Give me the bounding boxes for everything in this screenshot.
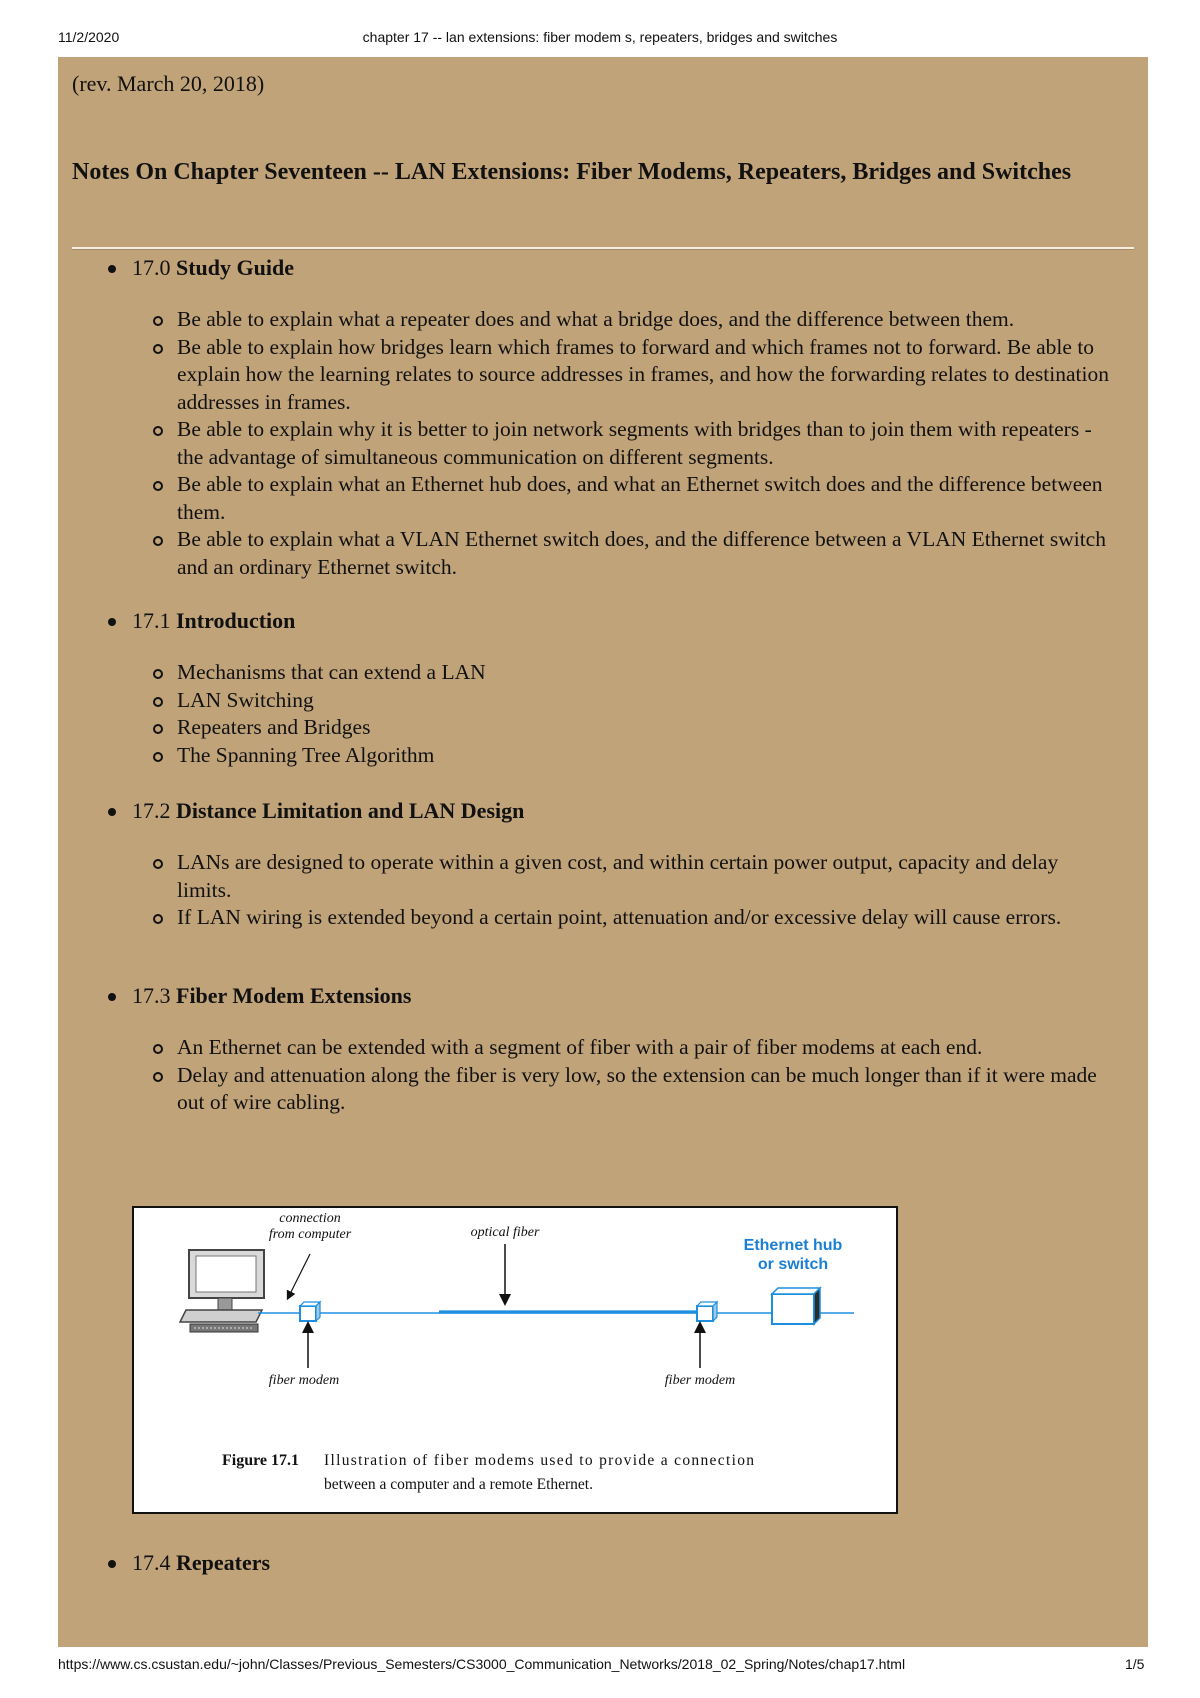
circle-bullet-icon [153,316,163,326]
list-item: Be able to explain what a VLAN Ethernet switch does, and the difference between a VLAN Ethernet switch and an ordinary Ethernet switch. [177,526,1117,581]
bullet-icon [108,1560,116,1568]
label-optical-fiber: optical fiber [470,1225,540,1240]
section-17-2-list [177,849,1117,932]
list-item: LAN Switching [177,687,1117,715]
revision-note: (rev. March 20, 2018) [72,71,265,96]
circle-bullet-icon [153,724,163,734]
section-17-3-list [177,1034,1117,1117]
list-item: Repeaters and Bridges [177,714,1117,742]
list-item: Be able to explain what an Ethernet hub does, and what an Ethernet switch does and the difference between them. [177,471,1117,526]
section-17-1-heading [132,607,295,634]
label-connection: connection [279,1211,341,1226]
arrow-connection [289,1254,310,1296]
circle-bullet-icon [153,697,163,707]
list-item: Delay and attenuation along the fiber is very low, so the extension can be much longer than if it were made out of wire cabling. [177,1062,1117,1117]
print-footer [0,1656,1200,1676]
circle-bullet-icon [153,1044,163,1054]
circle-bullet-icon [153,669,163,679]
print-page-title: chapter 17 -- lan extensions: fiber modem s, repeaters, bridges and switches [362,29,838,45]
label-fiber-modem-left: fiber modem [268,1373,340,1388]
section-heading: Introduction [176,608,296,633]
section-number: 17.2 [132,798,171,823]
section-17-1-list [177,659,1117,769]
figure-caption-line2: between a computer and a remote Ethernet. [324,1476,593,1493]
section-17-3-heading [132,982,411,1009]
fiber-modem-left-icon [300,1302,320,1321]
section-heading: Fiber Modem Extensions [176,983,412,1008]
list-item: The Spanning Tree Algorithm [177,742,1117,770]
section-heading: Distance Limitation and LAN Design [176,798,525,823]
circle-bullet-icon [153,426,163,436]
circle-bullet-icon [153,536,163,546]
bullet-icon [108,993,116,1001]
page-title: Notes On Chapter Seventeen -- LAN Extensions: Fiber Modems, Repeaters, Bridges and Switches [72,159,1072,185]
section-17-4-heading [132,1549,270,1576]
list-item: Be able to explain how bridges learn which frames to forward and which frames not to forward. Be able to explain how the learning relates to source addresses in frames, and how the forwarding relates to destination addresses in frames. [177,334,1117,417]
list-item: Be able to explain why it is better to join network segments with bridges than to join them with repeaters - the advantage of simultaneous communication on different segments. [177,416,1117,471]
section-heading: Repeaters [176,1550,271,1575]
label-from-computer: from computer [268,1227,352,1242]
fiber-modem-right-icon [697,1302,717,1321]
label-hub-line1: Ethernet hub [743,1237,843,1254]
print-header [0,29,1200,49]
divider [72,247,1134,250]
list-item: Be able to explain what a repeater does and what a bridge does, and the difference between them. [177,306,1117,334]
section-number: 17.3 [132,983,171,1008]
list-item: LANs are designed to operate within a given cost, and within certain power output, capacity and delay limits. [177,849,1117,904]
list-item: Mechanisms that can extend a LAN [177,659,1117,687]
label-fiber-modem-right: fiber modem [664,1373,736,1388]
bullet-icon [108,808,116,816]
ethernet-hub-icon [772,1288,820,1324]
bullet-icon [108,618,116,626]
figure-caption-line1: Illustration of fiber modems used to provide a connection [324,1452,754,1469]
figure-17-1 [132,1206,898,1514]
section-heading: Study Guide [176,255,294,280]
circle-bullet-icon [153,481,163,491]
print-date: 11/2/2020 [58,29,120,45]
circle-bullet-icon [153,859,163,869]
section-17-0-heading [132,254,294,281]
section-number: 17.1 [132,608,171,633]
list-item: An Ethernet can be extended with a segment of fiber with a pair of fiber modems at each end. [177,1034,1117,1062]
circle-bullet-icon [153,344,163,354]
section-number: 17.4 [132,1550,171,1575]
list-item: If LAN wiring is extended beyond a certain point, attenuation and/or excessive delay will cause errors. [177,904,1117,932]
circle-bullet-icon [153,1072,163,1082]
fiber-modem-diagram [134,1208,896,1512]
bullet-icon [108,265,116,273]
print-page-number: 1/5 [1125,1656,1145,1672]
computer-icon [180,1250,264,1332]
page-content [58,57,1148,1647]
label-hub-line2: or switch [757,1256,829,1273]
circle-bullet-icon [153,752,163,762]
print-url: https://www.cs.csustan.edu/~john/Classes/Previous_Semesters/CS3000_Communication_Networks/2018_02_Spring/Notes/chap17.html [58,1656,906,1672]
section-17-0-list [177,306,1117,581]
circle-bullet-icon [153,914,163,924]
section-number: 17.0 [132,255,171,280]
figure-caption-label: Figure 17.1 [222,1452,300,1469]
section-17-2-heading [132,797,524,824]
